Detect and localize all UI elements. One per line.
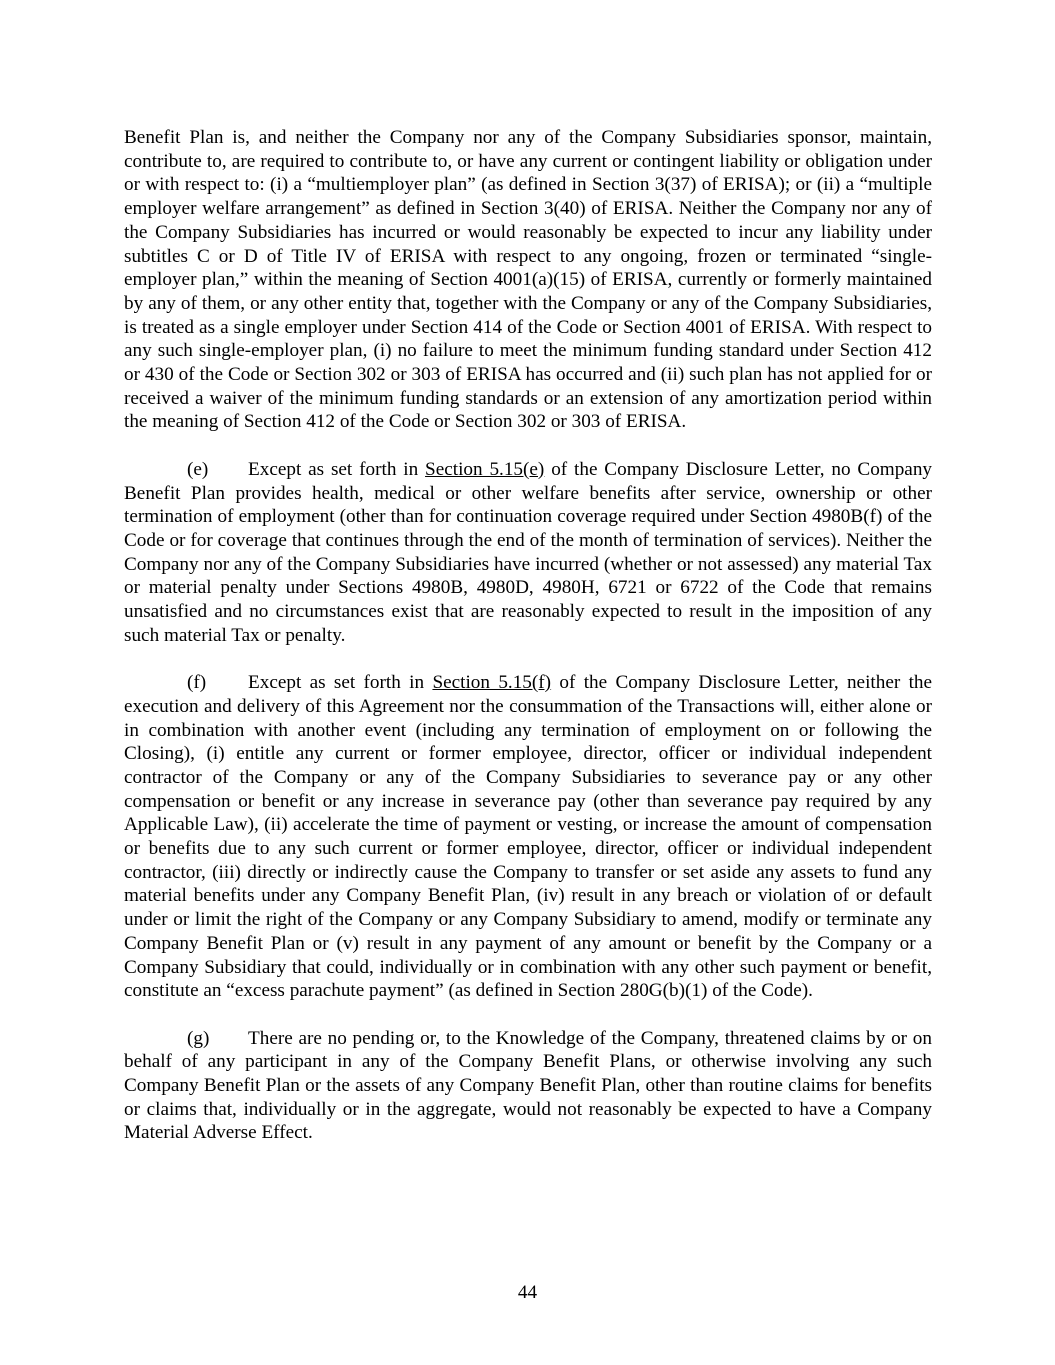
section-g-paragraph: [124, 1027, 932, 1146]
section-5-15-f-reference: Section 5.15(f): [432, 672, 552, 694]
section-5-15-e-reference: Section 5.15(e): [425, 458, 545, 480]
section-e-label: (e): [187, 458, 209, 480]
page-number: 44: [517, 1282, 538, 1303]
section-e-text: of the Company Disclosure Letter, no Company Benefit Plan provides health, medical or other welfare benefits after service, ownership or other termination of employment (other than for continuation coverage required under Section 4980B(f) of the Code or for coverage that continues through the end of the month of termination of services). Neither the Company nor any of the Company Subsidiaries have incurred (whether or not assessed) any material Tax or material penalty under Sections 4980B, 4980D, 4980H, 6721 or 6722 of the Code that remains unsatisfied and no circumstances exist that are reasonably expected to result in the imposition of any such material Tax or penalty.: [124, 458, 933, 646]
continuation-paragraph: Benefit Plan is, and neither the Company nor any of the Company Subsidiaries sponsor, maintain, contribute to, are required to contribute to, or have any current or contingent liability or obligation under or with respect to: (i) a “multiemployer plan” (as defined in Section 3(37) of ERISA); or (ii) a “multiple employer welfare arrangement” as defined in Section 3(40) of ERISA. Neither the Company nor any of the Company Subsidiaries has incurred or would reasonably be expected to incur any liability under subtitles C or D of Title IV of ERISA with respect to any ongoing, frozen or terminated “single-employer plan,” within the meaning of Section 4001(a)(15) of ERISA, currently or formerly maintained by any of them, or any other entity that, together with the Company or any of the Company Subsidiaries, is treated as a single employer under Section 414 of the Code or Section 4001 of ERISA. With respect to any such single-employer plan, (i) no failure to meet the minimum funding standard under Section 412 or 430 of the Code or Section 302 or 303 of ERISA has occurred and (ii) such plan has not applied for or received a waiver of the minimum funding standards or an extension of any amortization period within the meaning of Section 412 of the Code or Section 302 or 303 of ERISA.: [124, 127, 932, 433]
section-f-lead: Except as set forth in: [248, 672, 425, 694]
document-page: [124, 126, 932, 1169]
section-e-lead: Except as set forth in: [248, 458, 419, 480]
section-g-label: (g): [187, 1027, 210, 1049]
section-f-label: (f): [187, 672, 207, 694]
section-g-text: There are no pending or, to the Knowledge of the Company, threatened claims by or on behalf of any participant in any of the Company Benefit Plans, or otherwise involving any such Company Benefit Plan or the assets of any Company Benefit Plan, other than routine claims for benefits or claims that, individually or in the aggregate, would not reasonably be expected to have a Company Material Adverse Effect.: [124, 1027, 932, 1144]
section-f-paragraph: [124, 671, 932, 1003]
section-e-paragraph: [124, 458, 932, 648]
section-f-text: of the Company Disclosure Letter, neither the execution and delivery of this Agreement nor the consummation of the Transactions will, either alone or in combination with another event (including any termination of employment on or following the Closing), (i) entitle any current or former employee, director, officer or individual independent contractor of the Company or any of the Company Subsidiaries to severance pay or any other compensation or benefit or any increase in severance pay (other than severance pay required by any Applicable Law), (ii) accelerate the time of payment or vesting, or increase the amount of compensation or benefits due to any such current or former employee, director, officer or individual independent contractor, (iii) directly or indirectly cause the Company to transfer or set aside any assets to fund any material benefits under any Company Benefit Plan, (iv) result in any breach or violation of or default under or limit the right of the Company or any Company Subsidiary to amend, modify or terminate any Company Benefit Plan or (v) result in any payment of any amount or benefit by the Company or a Company Subsidiary that could, individually or in combination with any other such payment or benefit, constitute an “excess parachute payment” (as defined in Section 280G(b)(1) of the Code).: [124, 672, 933, 1002]
